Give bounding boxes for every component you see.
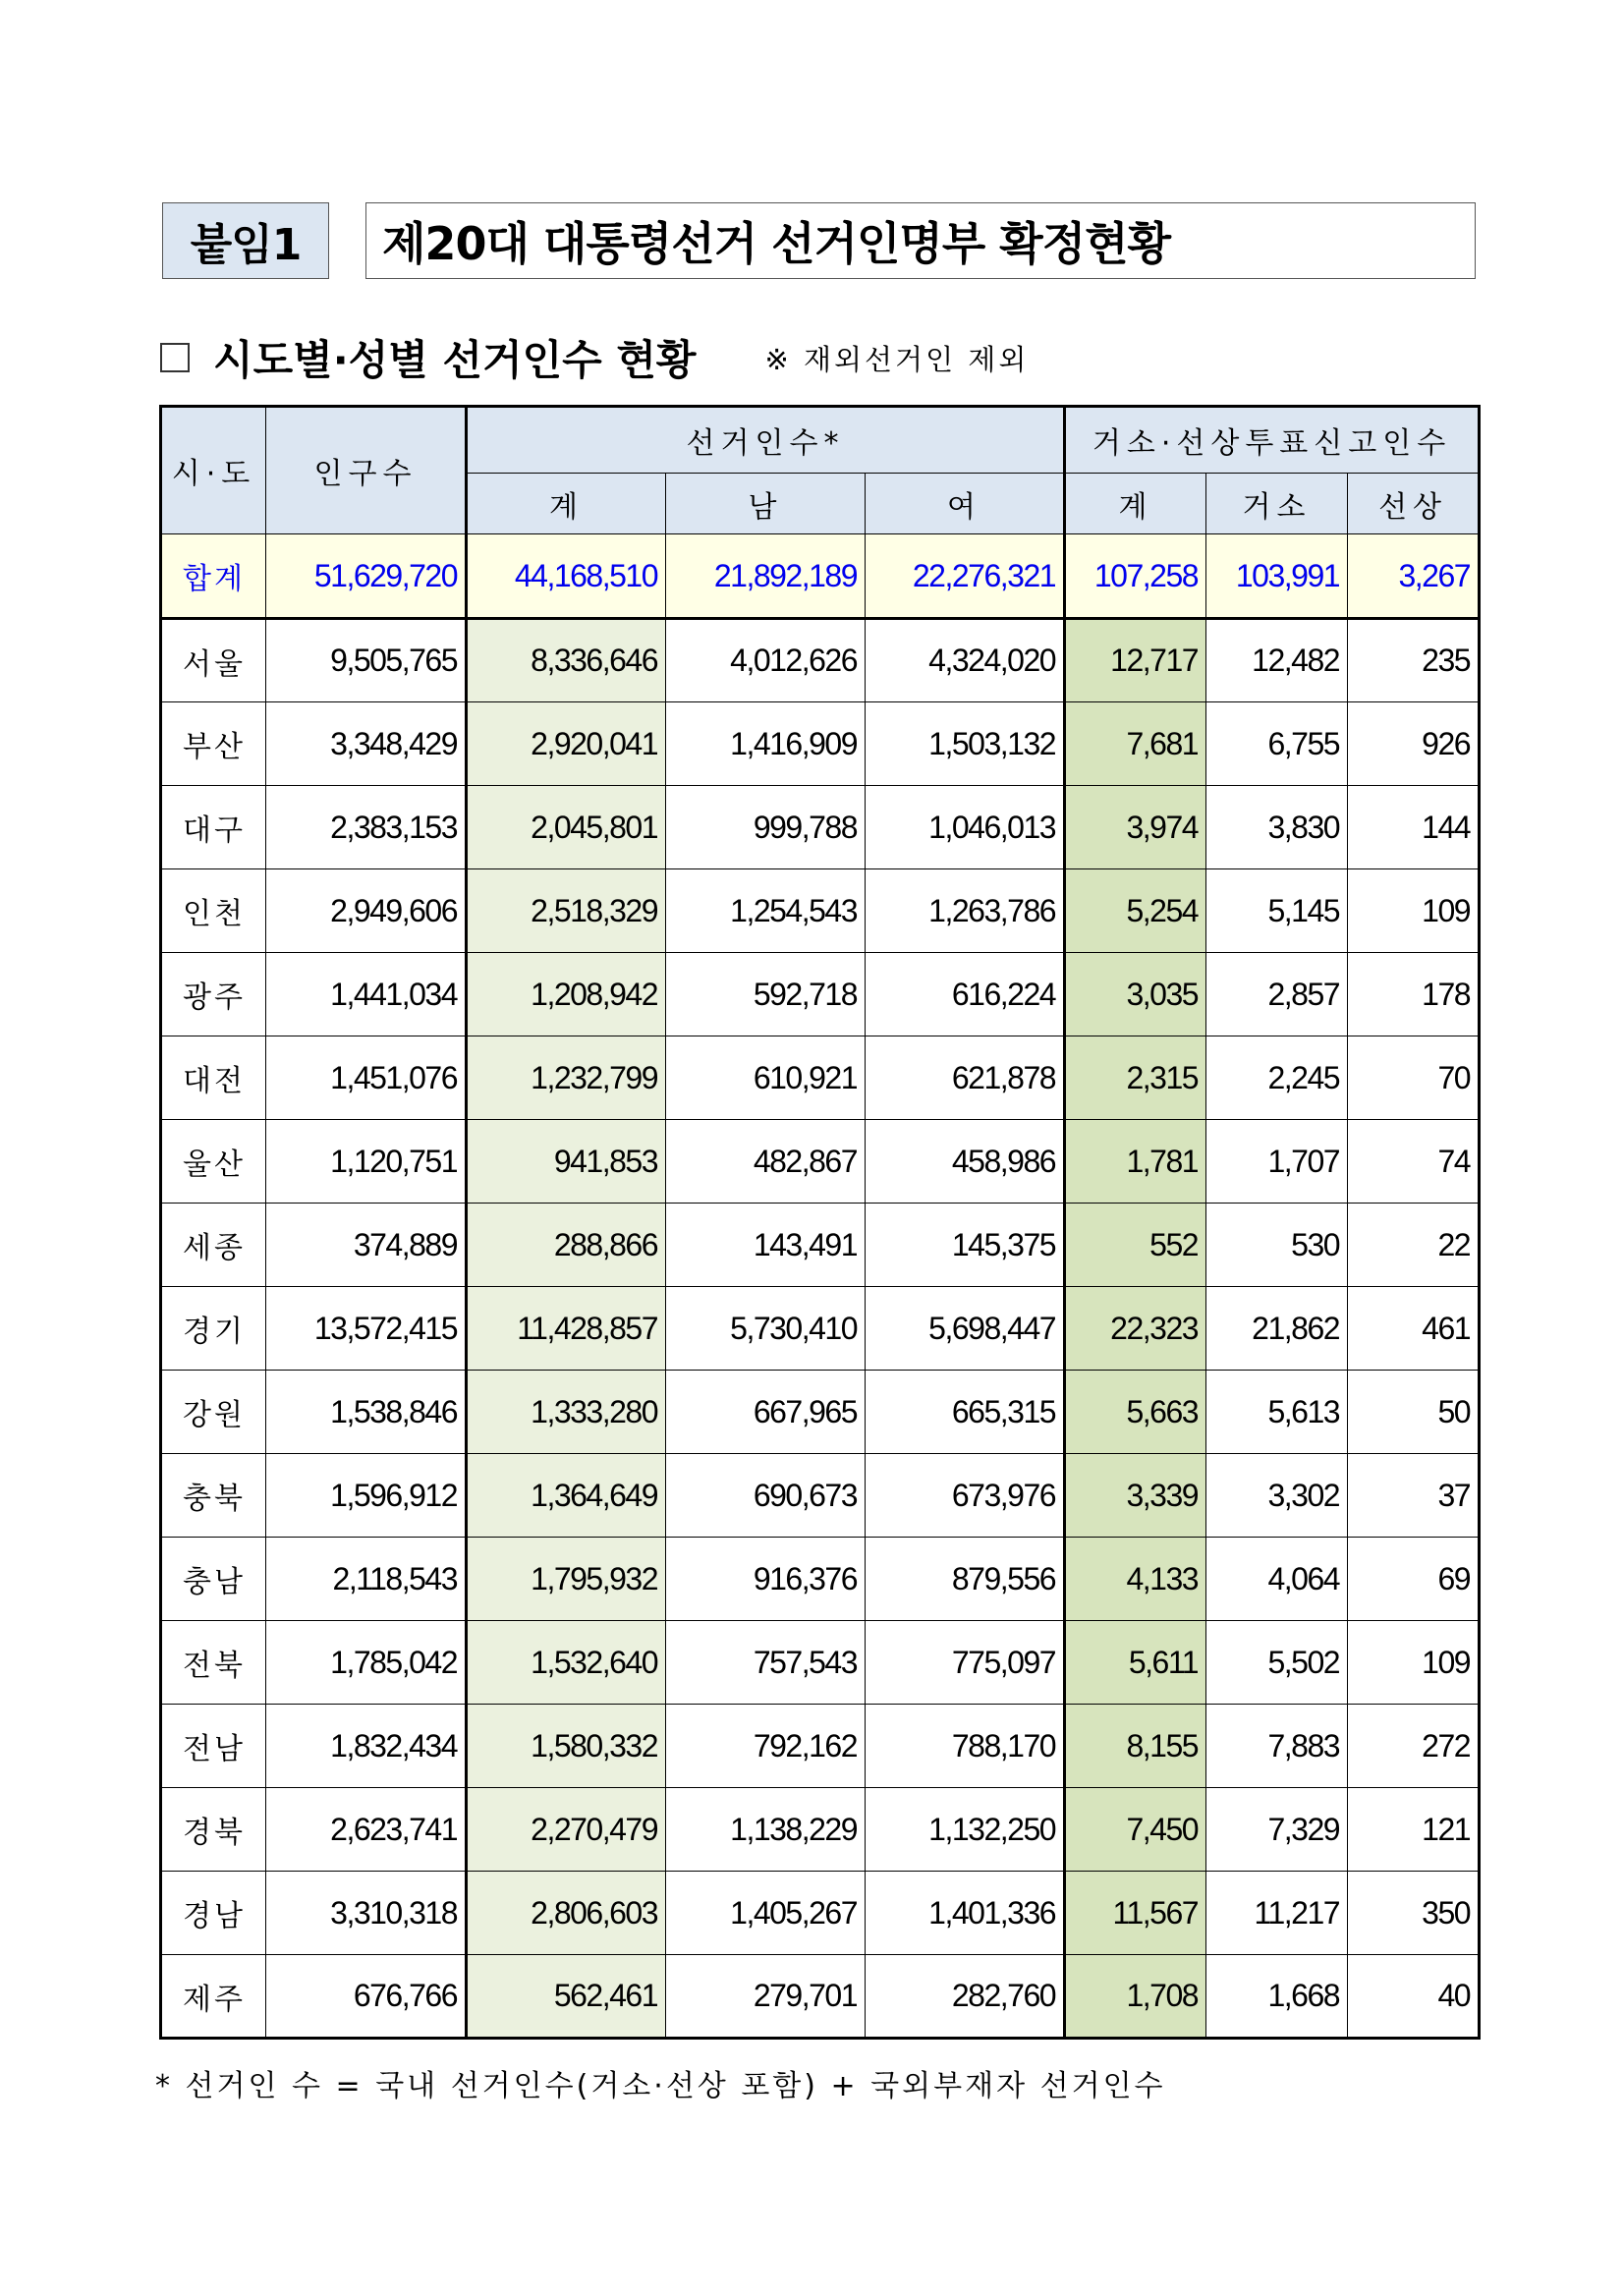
- header-absentee-ship: 선상: [1348, 474, 1480, 534]
- cell-voters-female: 673,976: [866, 1454, 1065, 1538]
- cell-absentee-ship: 50: [1348, 1371, 1480, 1454]
- cell-absentee-residence: 11,217: [1206, 1872, 1348, 1955]
- cell-voters-female: 788,170: [866, 1705, 1065, 1788]
- cell-voters-male: 143,491: [666, 1204, 866, 1287]
- cell-voters-total: 1,208,942: [467, 953, 666, 1036]
- cell-region: 경북: [161, 1788, 266, 1872]
- cell-absentee-residence: 21,862: [1206, 1287, 1348, 1371]
- cell-region: 인천: [161, 869, 266, 953]
- cell-voters-male: 667,965: [666, 1371, 866, 1454]
- cell-voters-female: 458,986: [866, 1120, 1065, 1204]
- total-voters-female: 22,276,321: [866, 534, 1065, 619]
- cell-population: 2,623,741: [266, 1788, 467, 1872]
- cell-population: 1,832,434: [266, 1705, 467, 1788]
- table-row: [161, 1955, 1480, 2039]
- table-row: [161, 619, 1480, 702]
- table-row: [161, 1371, 1480, 1454]
- cell-region: 울산: [161, 1120, 266, 1204]
- cell-absentee-residence: 5,145: [1206, 869, 1348, 953]
- cell-absentee-total: 3,974: [1065, 786, 1206, 869]
- cell-voters-male: 792,162: [666, 1705, 866, 1788]
- cell-voters-male: 1,405,267: [666, 1872, 866, 1955]
- cell-region: 대구: [161, 786, 266, 869]
- cell-absentee-ship: 121: [1348, 1788, 1480, 1872]
- cell-voters-female: 1,132,250: [866, 1788, 1065, 1872]
- total-absentee-total: 107,258: [1065, 534, 1206, 619]
- table-row: [161, 1538, 1480, 1621]
- table-row: [161, 1705, 1480, 1788]
- cell-voters-male: 1,254,543: [666, 869, 866, 953]
- cell-population: 1,441,034: [266, 953, 467, 1036]
- cell-absentee-residence: 2,857: [1206, 953, 1348, 1036]
- cell-population: 1,785,042: [266, 1621, 467, 1705]
- cell-voters-female: 665,315: [866, 1371, 1065, 1454]
- cell-region: 강원: [161, 1371, 266, 1454]
- cell-region: 광주: [161, 953, 266, 1036]
- cell-absentee-residence: 5,613: [1206, 1371, 1348, 1454]
- cell-absentee-total: 7,681: [1065, 702, 1206, 786]
- attachment-label: 붙임1: [162, 202, 329, 279]
- cell-voters-female: 282,760: [866, 1955, 1065, 2039]
- cell-absentee-ship: 350: [1348, 1872, 1480, 1955]
- cell-absentee-ship: 70: [1348, 1036, 1480, 1120]
- header-absentee-residence: 거소: [1206, 474, 1348, 534]
- cell-absentee-ship: 144: [1348, 786, 1480, 869]
- cell-absentee-total: 1,781: [1065, 1120, 1206, 1204]
- table-row: [161, 1036, 1480, 1120]
- table-row: [161, 869, 1480, 953]
- cell-voters-female: 1,263,786: [866, 869, 1065, 953]
- cell-voters-male: 690,673: [666, 1454, 866, 1538]
- cell-population: 1,120,751: [266, 1120, 467, 1204]
- cell-voters-female: 4,324,020: [866, 619, 1065, 702]
- table-row: [161, 1621, 1480, 1705]
- cell-population: 676,766: [266, 1955, 467, 2039]
- cell-absentee-ship: 235: [1348, 619, 1480, 702]
- total-absentee-residence: 103,991: [1206, 534, 1348, 619]
- cell-voters-total: 1,580,332: [467, 1705, 666, 1788]
- cell-voters-male: 592,718: [666, 953, 866, 1036]
- cell-absentee-residence: 4,064: [1206, 1538, 1348, 1621]
- cell-population: 3,310,318: [266, 1872, 467, 1955]
- cell-voters-total: 562,461: [467, 1955, 666, 2039]
- table-row: [161, 702, 1480, 786]
- section-title: 시도별·성별 선거인수 현황: [213, 336, 697, 384]
- cell-absentee-ship: 926: [1348, 702, 1480, 786]
- header-absentee-group: 거소·선상투표신고인수: [1065, 407, 1480, 474]
- cell-absentee-residence: 7,883: [1206, 1705, 1348, 1788]
- total-absentee-ship: 3,267: [1348, 534, 1480, 619]
- cell-absentee-total: 1,708: [1065, 1955, 1206, 2039]
- cell-voters-total: 1,364,649: [467, 1454, 666, 1538]
- cell-voters-total: 2,045,801: [467, 786, 666, 869]
- cell-voters-male: 482,867: [666, 1120, 866, 1204]
- header-voters-total: 계: [467, 474, 666, 534]
- cell-absentee-ship: 74: [1348, 1120, 1480, 1204]
- cell-region: 서울: [161, 619, 266, 702]
- cell-absentee-total: 12,717: [1065, 619, 1206, 702]
- cell-region: 세종: [161, 1204, 266, 1287]
- table-row: [161, 1872, 1480, 1955]
- cell-absentee-ship: 40: [1348, 1955, 1480, 2039]
- cell-population: 374,889: [266, 1204, 467, 1287]
- cell-voters-male: 279,701: [666, 1955, 866, 2039]
- cell-region: 전북: [161, 1621, 266, 1705]
- cell-absentee-residence: 3,830: [1206, 786, 1348, 869]
- cell-absentee-residence: 3,302: [1206, 1454, 1348, 1538]
- cell-region: 경기: [161, 1287, 266, 1371]
- cell-population: 9,505,765: [266, 619, 467, 702]
- cell-absentee-total: 5,254: [1065, 869, 1206, 953]
- cell-voters-total: 2,806,603: [467, 1872, 666, 1955]
- cell-region: 부산: [161, 702, 266, 786]
- cell-voters-male: 1,138,229: [666, 1788, 866, 1872]
- cell-voters-total: 2,518,329: [467, 869, 666, 953]
- cell-absentee-ship: 109: [1348, 869, 1480, 953]
- cell-absentee-total: 3,035: [1065, 953, 1206, 1036]
- cell-population: 13,572,415: [266, 1287, 467, 1371]
- cell-absentee-total: 2,315: [1065, 1036, 1206, 1120]
- cell-voters-total: 2,270,479: [467, 1788, 666, 1872]
- total-voters-total: 44,168,510: [467, 534, 666, 619]
- cell-absentee-ship: 37: [1348, 1454, 1480, 1538]
- section-header: [160, 328, 1029, 387]
- cell-region: 경남: [161, 1872, 266, 1955]
- header-voters-female: 여: [866, 474, 1065, 534]
- cell-absentee-total: 4,133: [1065, 1538, 1206, 1621]
- cell-region: 충북: [161, 1454, 266, 1538]
- header-row-1: [161, 407, 1480, 474]
- cell-voters-total: 1,795,932: [467, 1538, 666, 1621]
- header-region: 시·도: [161, 407, 266, 534]
- cell-absentee-total: 11,567: [1065, 1872, 1206, 1955]
- cell-absentee-total: 3,339: [1065, 1454, 1206, 1538]
- cell-voters-male: 4,012,626: [666, 619, 866, 702]
- checkbox-bullet-icon: [160, 343, 190, 372]
- cell-region: 제주: [161, 1955, 266, 2039]
- cell-population: 1,451,076: [266, 1036, 467, 1120]
- footnote: * 선거인 수 = 국내 선거인수(거소·선상 포함) + 국외부재자 선거인수: [155, 2069, 1166, 2103]
- cell-voters-total: 1,232,799: [467, 1036, 666, 1120]
- cell-voters-male: 999,788: [666, 786, 866, 869]
- cell-voters-male: 5,730,410: [666, 1287, 866, 1371]
- cell-population: 1,538,846: [266, 1371, 467, 1454]
- table-row: [161, 953, 1480, 1036]
- cell-population: 2,383,153: [266, 786, 467, 869]
- cell-absentee-residence: 12,482: [1206, 619, 1348, 702]
- table-row: [161, 1454, 1480, 1538]
- cell-voters-total: 288,866: [467, 1204, 666, 1287]
- header-voters-male: 남: [666, 474, 866, 534]
- cell-absentee-ship: 178: [1348, 953, 1480, 1036]
- cell-voters-male: 1,416,909: [666, 702, 866, 786]
- cell-voters-total: 941,853: [467, 1120, 666, 1204]
- cell-voters-male: 757,543: [666, 1621, 866, 1705]
- cell-absentee-ship: 109: [1348, 1621, 1480, 1705]
- cell-population: 3,348,429: [266, 702, 467, 786]
- cell-voters-female: 775,097: [866, 1621, 1065, 1705]
- cell-voters-male: 916,376: [666, 1538, 866, 1621]
- cell-population: 2,949,606: [266, 869, 467, 953]
- total-population: 51,629,720: [266, 534, 467, 619]
- cell-absentee-residence: 7,329: [1206, 1788, 1348, 1872]
- cell-population: 2,118,543: [266, 1538, 467, 1621]
- header-voters-group: 선거인수*: [467, 407, 1065, 474]
- table-row: [161, 1120, 1480, 1204]
- cell-absentee-total: 5,611: [1065, 1621, 1206, 1705]
- header-population: 인구수: [266, 407, 467, 534]
- cell-absentee-total: 22,323: [1065, 1287, 1206, 1371]
- cell-absentee-residence: 1,707: [1206, 1120, 1348, 1204]
- header-absentee-total: 계: [1065, 474, 1206, 534]
- cell-absentee-residence: 1,668: [1206, 1955, 1348, 2039]
- cell-voters-female: 145,375: [866, 1204, 1065, 1287]
- cell-absentee-total: 7,450: [1065, 1788, 1206, 1872]
- cell-voters-female: 1,046,013: [866, 786, 1065, 869]
- table-row: [161, 1287, 1480, 1371]
- cell-absentee-residence: 6,755: [1206, 702, 1348, 786]
- cell-voters-total: 2,920,041: [467, 702, 666, 786]
- cell-population: 1,596,912: [266, 1454, 467, 1538]
- cell-voters-total: 1,532,640: [467, 1621, 666, 1705]
- cell-region: 대전: [161, 1036, 266, 1120]
- table-row: [161, 786, 1480, 869]
- cell-region: 충남: [161, 1538, 266, 1621]
- document-title: 제20대 대통령선거 선거인명부 확정현황: [365, 202, 1476, 279]
- total-region: 합계: [161, 534, 266, 619]
- cell-voters-female: 1,401,336: [866, 1872, 1065, 1955]
- table-row: [161, 1204, 1480, 1287]
- cell-voters-female: 1,503,132: [866, 702, 1065, 786]
- cell-absentee-ship: 272: [1348, 1705, 1480, 1788]
- total-voters-male: 21,892,189: [666, 534, 866, 619]
- cell-voters-female: 616,224: [866, 953, 1065, 1036]
- cell-voters-female: 5,698,447: [866, 1287, 1065, 1371]
- voter-count-table: [159, 405, 1481, 2040]
- section-note: ※ 재외선거인 제외: [764, 342, 1030, 376]
- cell-voters-total: 1,333,280: [467, 1371, 666, 1454]
- cell-absentee-total: 552: [1065, 1204, 1206, 1287]
- cell-voters-female: 621,878: [866, 1036, 1065, 1120]
- cell-region: 전남: [161, 1705, 266, 1788]
- cell-absentee-residence: 5,502: [1206, 1621, 1348, 1705]
- total-row: [161, 534, 1480, 619]
- cell-voters-female: 879,556: [866, 1538, 1065, 1621]
- cell-absentee-residence: 2,245: [1206, 1036, 1348, 1120]
- cell-absentee-total: 8,155: [1065, 1705, 1206, 1788]
- cell-absentee-total: 5,663: [1065, 1371, 1206, 1454]
- cell-voters-total: 8,336,646: [467, 619, 666, 702]
- cell-voters-male: 610,921: [666, 1036, 866, 1120]
- table-row: [161, 1788, 1480, 1872]
- cell-absentee-ship: 69: [1348, 1538, 1480, 1621]
- cell-absentee-residence: 530: [1206, 1204, 1348, 1287]
- cell-voters-total: 11,428,857: [467, 1287, 666, 1371]
- cell-absentee-ship: 22: [1348, 1204, 1480, 1287]
- cell-absentee-ship: 461: [1348, 1287, 1480, 1371]
